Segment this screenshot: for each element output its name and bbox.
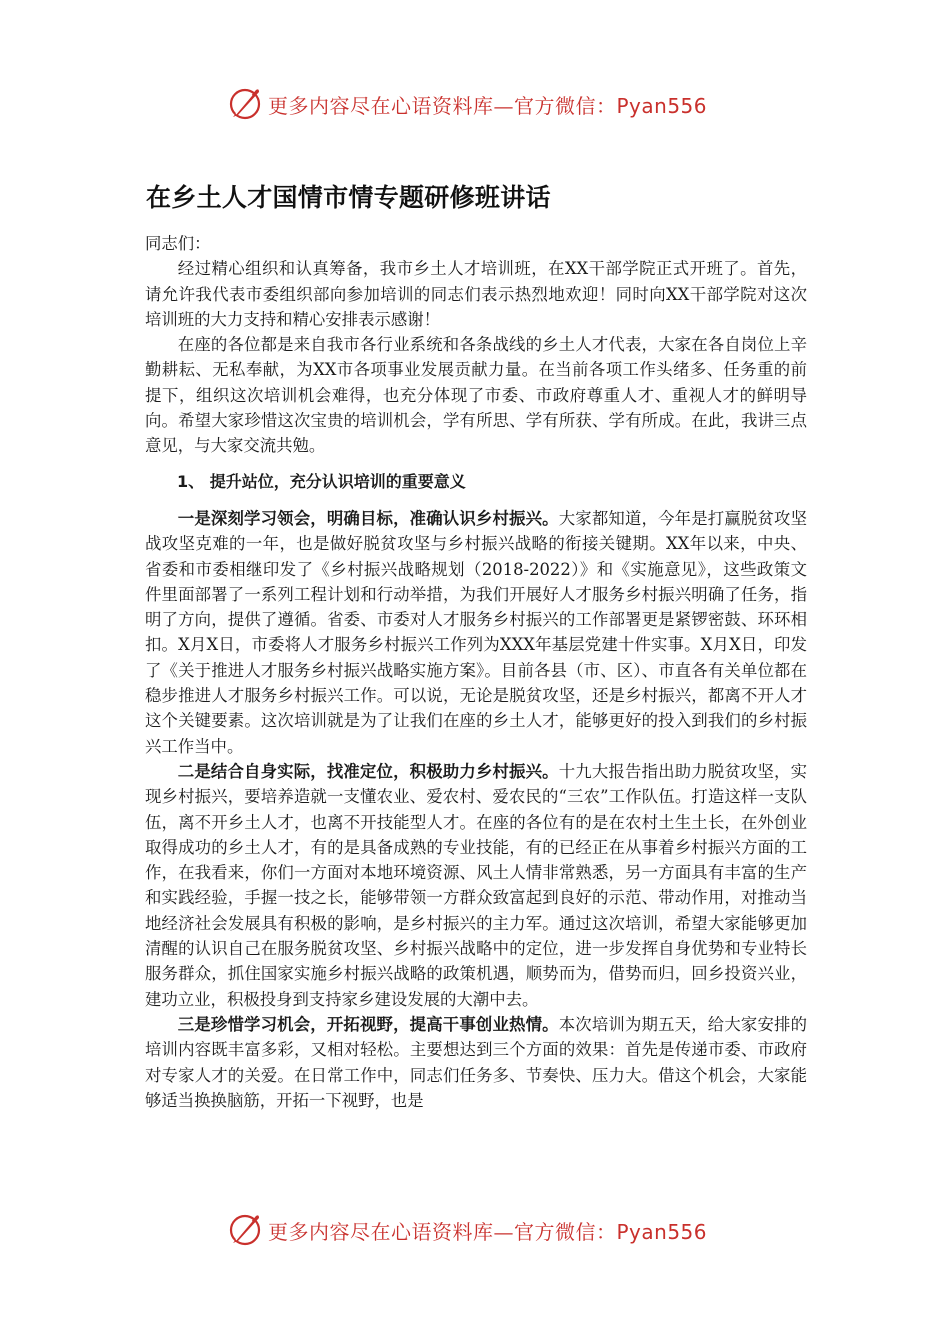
footer-banner [0, 1208, 950, 1252]
point-2-text: 十九大报告指出助力脱贫攻坚，实现乡村振兴，要培养造就一支懂农业、爱农村、爱农民的“三农”工作队伍。打造这样一支队伍，离不开乡土人才，也离不开技能型人才。在座的各位有的是在农村土生土长，在外创业取得成功的乡土人才，有的是具备成熟的专业技能，有的已经正在从事着乡村振兴方面的工作，在我看来，你们一方面对本地环境资源、风土人情非常熟悉，另一方面具有丰富的生产和实践经验，手握一技之长，能够带领一方群众致富起到良好的示范、带动作用，对推动当地经济社会发展具有积极的影响，是乡村振兴的主力军。通过这次培训，希望大家能够更加清醒的认识自己在服务脱贫攻坚、乡村振兴战略中的定位，进一步发挥自身优势和专业特长服务群众，抓住国家实施乡村振兴战略的政策机遇，顺势而为，借势而归，回乡投资兴业，建功立业，积极投身到支持家乡建设发展的大潮中去。 [145, 761, 807, 1009]
point-2-lead: 二是结合自身实际，找准定位，积极助力乡村振兴。 [177, 761, 559, 781]
wechat-id: Pyan556 [616, 94, 708, 118]
header-banner [0, 82, 950, 126]
point-1-lead: 一是深刻学习领会，明确目标，准确认识乡村振兴。 [177, 508, 559, 528]
paragraph-2: 在座的各位都是来自我市各行业系统和各条战线的乡土人才代表，大家在各自岗位上辛勤耕耘、无私奉献，为XX市各项事业发展贡献力量。在当前各项工作头绪多、任务重的前提下，组织这次培训机会难得，也充分体现了市委、市政府尊重人才、重视人才的鲜明导向。希望大家珍惜这次宝贵的培训机会，学有所思、学有所获、学有所成。在此，我讲三点意见，与大家交流共勉。 [145, 335, 807, 456]
quill-logo-icon [226, 1210, 264, 1248]
point-3-text: 本次培训为期五天，给大家安排的培训内容既丰富多彩，又相对轻松。主要想达到三个方面的效果：首先是传递市委、市政府对专家人才的关爱。在日常工作中，同志们任务多、节奏快、压力大。借这个机会，大家能够适当换换脑筋，开拓一下视野，也是 [145, 1014, 807, 1110]
document-body [145, 231, 807, 1113]
point-3-lead: 三是珍惜学习机会，开拓视野，提高干事创业热情。 [177, 1014, 559, 1034]
paragraph-1: 经过精心组织和认真筹备，我市乡土人才培训班，在XX干部学院正式开班了。首先，请允许我代表市委组织部向参加培训的同志们表示热烈地欢迎！同时向XX干部学院对这次培训班的大力支持和精心安排表示感谢！ [145, 259, 807, 329]
page-title: 在乡土人才国情市情专题研修班讲话 [146, 183, 551, 212]
banner-text: 更多内容尽在心语资料库—官方微信：Pyan556 [268, 1220, 708, 1244]
banner-text: 更多内容尽在心语资料库—官方微信：Pyan556 [268, 94, 708, 118]
wechat-id: Pyan556 [616, 1220, 708, 1244]
point-1 [145, 506, 807, 759]
point-3 [145, 1012, 807, 1113]
section-heading-1: 1、 提升站位，充分认识培训的重要意义 [177, 471, 466, 491]
greeting: 同志们： [145, 234, 211, 253]
point-1-text: 大家都知道，今年是打赢脱贫攻坚战攻坚克难的一年，也是做好脱贫攻坚与乡村振兴战略的衔接关键期。XX年以来，中央、省委和市委相继印发了《乡村振兴战略规划（2018-2022）》和《实施意见》，这些政策文件里面部署了一系列工程计划和行动举措，为我们开展好人才服务乡村振兴明确了任务，指明了方向，提供了遵循。省委、市委对人才服务乡村振兴的工作部署更是紧锣密鼓、环环相扣。X月X日，市委将人才服务乡村振兴工作列为XXX年基层党建十件实事。X月X日，印发了《关于推进人才服务乡村振兴战略实施方案》。目前各县（市、区）、市直各有关单位都在稳步推进人才服务乡村振兴工作。可以说，无论是脱贫攻坚，还是乡村振兴，都离不开人才这个关键要素。这次培训就是为了让我们在座的乡土人才，能够更好的投入到我们的乡村振兴工作当中。 [145, 508, 807, 756]
quill-logo-icon [226, 84, 264, 122]
point-2 [145, 759, 807, 1012]
